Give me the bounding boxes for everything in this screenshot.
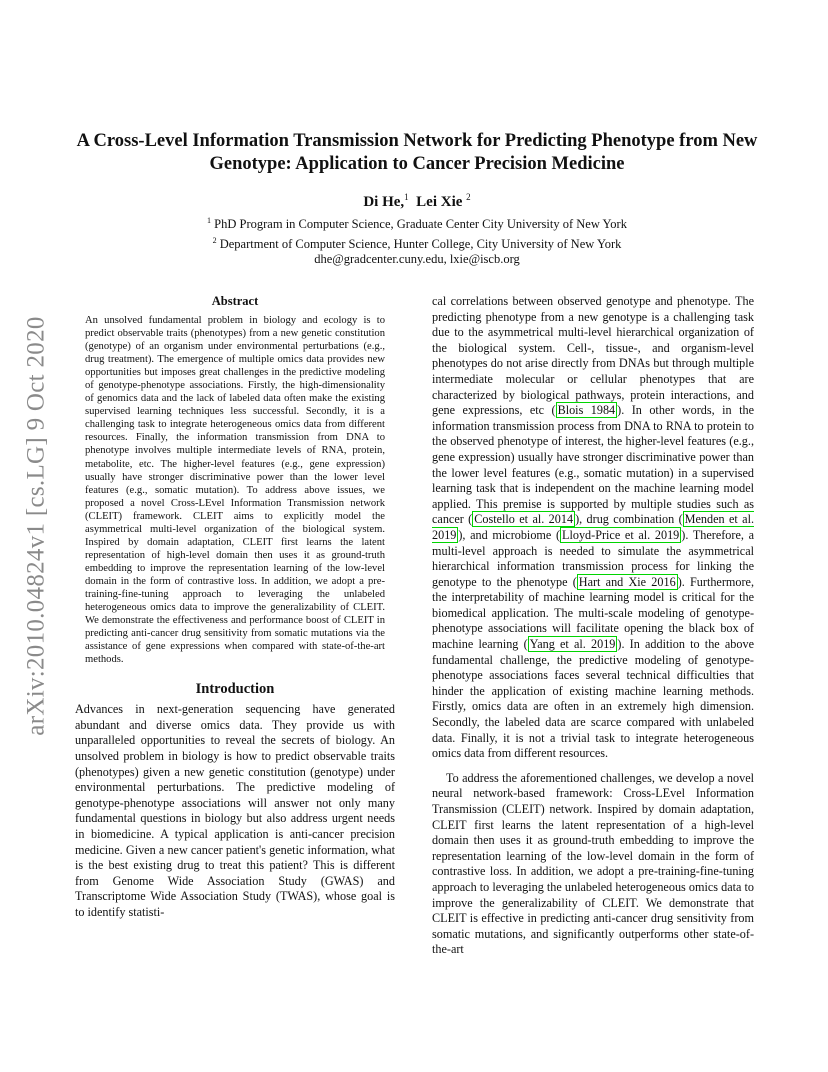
- body-text-run: ). Furthermore, the interpretability of machine learning model is critical for the biomedical application. The multi-scale modeling of genotype-phenotype associations will facilitate opening the black box of machine learning (: [432, 574, 754, 652]
- intro-paragraph-continued: [432, 294, 754, 762]
- author-list: [60, 192, 774, 211]
- citation-link[interactable]: Menden et al. 2019: [432, 512, 755, 542]
- citation-link[interactable]: Yang et al. 2019: [529, 637, 616, 652]
- arxiv-id: arXiv:2010.04824v1 [cs.LG] 9 Oct 2020: [23, 316, 50, 736]
- abstract-heading: Abstract: [211, 294, 259, 308]
- body-text-run: ), and microbiome (: [458, 527, 561, 542]
- affiliation-text: PhD Program in Computer Science, Graduate Center City University of New York: [214, 217, 627, 232]
- body-text-run: ). Therefore, a multi-level approach is needed to simulate the asymmetrical hierarchical information transmission process for linking the genotype to the phenotype (: [432, 527, 754, 589]
- author-name: Di He,: [363, 194, 405, 210]
- author-name: Lei Xie: [416, 194, 463, 210]
- body-text-run: ). In other words, in the information transmission process from DNA to RNA to protein to the observed phenotype of interest, the higher-level features (e.g., gene expression) usually have stronger discriminative power than the lower level features (e.g., somatic mutation) in a supervised learning task that is independent on the machine learning model applied. This premise is supported by multiple studies such as cancer (: [432, 403, 754, 527]
- citation-link[interactable]: Lloyd-Price et al. 2019: [562, 527, 680, 542]
- abstract-text: An unsolved fundamental problem in biology and ecology is to predict observable traits (phenotypes) from a new genetic constitution (genotype) of an organism under environmental perturbations (e.g., drug treatment). The emergence of multiple omics data provides new opportunities but imposes great challenges in the predictive modeling of genotype-phenotype associations. Firstly, the high-dimensionality of genomics data and the lack of labeled data often make the existing supervised learning techniques less successful. Secondly, it is a challenging task to integrate heterogeneous omics data from different resources. Finally, the information transmission from DNA to phenotype involves multiple intermediate levels of RNA, protein, metabolite, etc. The higher-level features (e.g., gene expression) usually have stronger discriminative power than the lower level features (e.g., somatic mutation). To address above issues, we proposed a novel Cross-LEvel Information Transmission network (CLEIT) framework. CLEIT aims to explicitly model the asymmetrical multi-level organization of the biological system. Inspired by domain adaptation, CLEIT first learns the latent representation of high-level domain then uses it as ground-truth embedding to improve the representation learning of the low-level domain in the form of contrastive loss. In addition, we adopt a pre-training-fine-tuning approach to leveraging the unlabeled heterogeneous omics data to improve the generalizability of CLEIT. We demonstrate the effectiveness and performance boost of CLEIT in predicting anti-cancer drug sensitivity from somatic mutations via the assistance of gene expressions when compared with state-of-the-art methods.: [85, 315, 385, 666]
- intro-paragraph: Advances in next-generation sequencing have generated abundant and diverse omics data. They provide us with unparalleled opportunities to reveal the secrets of biology. An unsolved problem in biology is how to predict observable traits (phenotypes) given a new genetic constitution (genotype) under environmental perturbations. The predictive modeling of genotype-phenotype associations will answer not only many fundamental questions in biology but also address urgent needs in biomedicine. A typical application is anti-cancer precision medicine. Given a new cancer patient's genetic information, what is the best existing drug to treat this patient? This is different from Genome Wide Association Study (GWAS) and Transcriptome Wide Association Study (TWAS), whose goal is to identify statisti-: [75, 702, 395, 919]
- body-text-run: ), drug combination (: [575, 512, 683, 527]
- citation-link[interactable]: Hart and Xie 2016: [578, 574, 676, 589]
- intro-paragraph-2: To address the aforementioned challenges, we develop a novel neural network-based framework: Cross-LEvel Information Transmission (CLEIT) network. Inspired by domain adaptation, CLEIT first learns the latent representation of a high-level domain then uses it as ground-truth embedding to improve the representation learning of the low-level domain in the form of contrastive loss. In addition, we adopt a pre-training-fine-tuning approach to leveraging the unlabeled heterogeneous omics data to improve the generalizability of CLEIT. We demonstrate that CLEIT is effective in predicting anti-cancer drug sensitivity from somatic mutations, and significantly outperforms other state-of-the-art: [432, 770, 754, 957]
- affil-mark: 2: [212, 235, 217, 245]
- body-text-run: ). In addition to the above fundamental challenge, the predictive modeling of genotype-phenotype associations faces several technical difficulties that hinder the application of existing machine learning methods. Firstly, omics data are often in an extremely high dimension. Secondly, the labeled data are scarce compared with unlabeled data. Finally, it is not a trivial task to integrate heterogeneous omics data from different resources.: [432, 637, 754, 761]
- affiliation-line: [60, 233, 774, 253]
- author-affil-mark: 1: [404, 192, 409, 202]
- citation-link[interactable]: Blois 1984: [557, 403, 616, 418]
- body-text-run: cal correlations between observed genotype and phenotype. The predicting phenotype from a new genotype is a challenging task due to the asymmetrical multi-level hierarchical organization of the biological system. Cell-, tissue-, and organism-level phenotypes do not arise directly from DNAs but through multiple intermediate molecular or cellular phenotypes that are characterized by biological pathways, protein interactions, and gene expressions, etc (: [432, 294, 754, 418]
- affiliations: [60, 213, 774, 268]
- right-column: [432, 294, 754, 958]
- left-column: [75, 294, 395, 921]
- arxiv-watermark: [20, 296, 54, 756]
- affiliation-line: [60, 213, 774, 233]
- affil-mark: 1: [207, 216, 212, 225]
- paper-title: A Cross-Level Information Transmission Network for Predicting Phenotype from New Genotype: Application to Cancer Precision Medicine: [76, 131, 758, 174]
- affiliation-text: Department of Computer Science, Hunter College, City University of New York: [219, 236, 622, 251]
- introduction-heading: Introduction: [195, 681, 275, 698]
- author-affil-mark: 2: [466, 192, 471, 202]
- author-emails: dhe@gradcenter.cuny.edu, lxie@iscb.org: [314, 252, 520, 267]
- citation-link[interactable]: Costello et al. 2014: [474, 512, 574, 527]
